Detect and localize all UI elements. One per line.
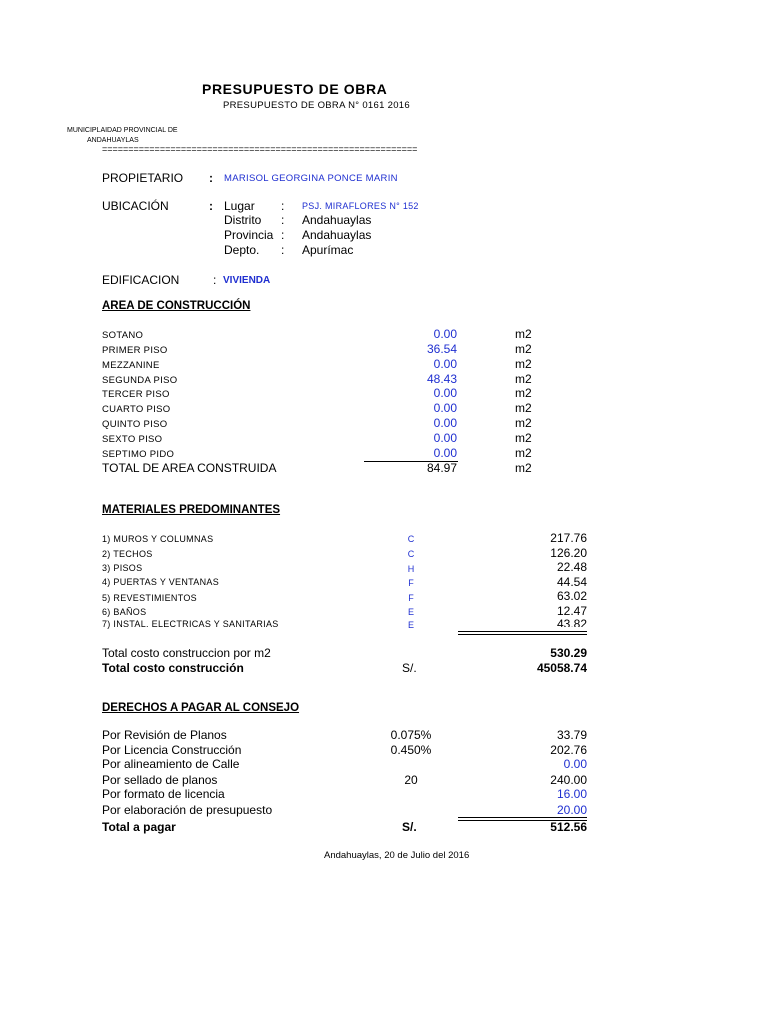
material-row-code: H [407, 564, 415, 574]
area-row-label: PRIMER PISO [102, 345, 168, 356]
derecho-row-label: Por alineamiento de Calle [102, 757, 240, 771]
material-row-value: 22.48 [556, 560, 587, 574]
area-row-value: 0.00 [433, 386, 457, 400]
area-row-unit: m2 [515, 386, 532, 400]
material-row-code: E [407, 620, 414, 630]
derecho-row-value: 202.76 [550, 743, 587, 757]
costo-total-currency: S/. [402, 661, 417, 675]
distrito-colon: : [281, 213, 285, 227]
materiales-rule-1 [458, 631, 587, 632]
material-row-label: 5) REVESTIMIENTOS [102, 593, 197, 603]
derecho-row-label: Por Revisión de Planos [102, 728, 227, 742]
area-row-label: TERCER PISO [102, 389, 170, 400]
materiales-rule-2 [458, 634, 587, 635]
org-line-2: ANDAHUAYLAS [87, 137, 139, 144]
derecho-row-value: 0.00 [563, 757, 587, 771]
material-row-label: 2) TECHOS [102, 549, 153, 559]
material-row-value: 44.54 [556, 575, 587, 589]
costo-m2-label: Total costo construccion por m2 [102, 646, 271, 660]
material-row-code: C [407, 549, 415, 559]
derechos-rule-1 [458, 817, 587, 818]
area-row-unit: m2 [515, 416, 532, 430]
total-pagar-label: Total a pagar [102, 820, 176, 834]
area-total-value: 84.97 [426, 461, 457, 475]
area-row-value: 0.00 [433, 416, 457, 430]
area-row-unit: m2 [515, 357, 532, 371]
edificacion-label: EDIFICACION [102, 273, 180, 287]
area-row-value: 36.54 [426, 342, 457, 356]
total-pagar-currency: S/. [402, 820, 417, 834]
area-row-unit: m2 [515, 372, 532, 386]
material-row-code: C [407, 534, 415, 544]
area-row-value: 48.43 [426, 372, 457, 386]
material-row-value: 43.82 [556, 617, 587, 627]
propietario-colon: : [209, 171, 213, 185]
area-row-label: QUINTO PISO [102, 419, 168, 430]
costo-total-value: 45058.74 [536, 661, 587, 675]
material-row-value: 63.02 [556, 589, 587, 603]
material-row-value: 217.76 [550, 531, 587, 545]
distrito-value: Andahuaylas [302, 213, 372, 227]
costo-m2-value: 530.29 [550, 646, 587, 660]
depto-value: Apurímac [302, 243, 354, 257]
area-row-label: SEPTIMO PIDO [102, 449, 175, 460]
area-row-unit: m2 [515, 342, 532, 356]
area-row-unit: m2 [515, 401, 532, 415]
lugar-value: PSJ. MIRAFLORES N° 152 [302, 201, 419, 211]
propietario-value: MARISOL GEORGINA PONCE MARIN [224, 173, 398, 184]
derecho-row-label: Por elaboración de presupuesto [102, 803, 273, 817]
depto-colon: : [281, 243, 285, 257]
lugar-colon: : [281, 199, 285, 213]
material-row-code: F [408, 593, 414, 603]
materiales-heading: MATERIALES PREDOMINANTES [102, 504, 281, 516]
area-row-unit: m2 [515, 446, 532, 460]
derecho-row-rate: 20 [404, 773, 418, 787]
ubicacion-label: UBICACIÓN [102, 199, 169, 213]
area-row-label: CUARTO PISO [102, 404, 171, 415]
area-row-value: 0.00 [433, 327, 457, 341]
derechos-heading: DERECHOS A PAGAR AL CONSEJO [102, 702, 300, 714]
document-subtitle: PRESUPUESTO DE OBRA N° 0161 2016 [223, 100, 410, 111]
material-row-label: 3) PISOS [102, 563, 143, 573]
footer-date: Andahuaylas, 20 de Julio del 2016 [324, 850, 470, 861]
material-row-code: F [408, 578, 414, 588]
material-row-code: E [407, 607, 414, 617]
area-row-label: MEZZANINE [102, 360, 160, 371]
derecho-row-value: 20.00 [556, 803, 587, 817]
area-total-unit: m2 [515, 461, 532, 475]
edificacion-colon: : [213, 273, 217, 287]
separator-line: ============================================================ [102, 144, 418, 154]
provincia-label: Provincia [224, 228, 274, 242]
distrito-label: Distrito [224, 213, 262, 227]
total-pagar-value: 512.56 [550, 820, 587, 834]
material-row-label: 6) BAÑOS [102, 607, 147, 617]
derecho-row-label: Por Licencia Construcción [102, 743, 242, 757]
area-row-unit: m2 [515, 327, 532, 341]
area-row-value: 0.00 [433, 446, 457, 460]
derecho-row-value: 240.00 [550, 773, 587, 787]
area-heading: AREA DE CONSTRUCCIÓN [102, 300, 251, 312]
provincia-colon: : [281, 228, 285, 242]
propietario-label: PROPIETARIO [102, 171, 184, 185]
area-row-label: SEGUNDA PISO [102, 375, 178, 386]
material-row-value: 12.47 [556, 604, 587, 618]
derecho-row-label: Por sellado de planos [102, 773, 218, 787]
derecho-row-rate: 0.450% [390, 743, 432, 757]
material-row-label: 1) MUROS Y COLUMNAS [102, 534, 214, 544]
area-row-value: 0.00 [433, 357, 457, 371]
derecho-row-value: 16.00 [556, 787, 587, 801]
area-row-value: 0.00 [433, 431, 457, 445]
area-total-label: TOTAL DE AREA CONSTRUIDA [102, 461, 277, 475]
org-line-1: MUNICIPLAIDAD PROVINCIAL DE [67, 127, 178, 134]
material-row-label: 4) PUERTAS Y VENTANAS [102, 577, 220, 587]
depto-label: Depto. [224, 243, 260, 257]
derecho-row-rate: 0.075% [390, 728, 432, 742]
costo-total-label: Total costo construcción [102, 661, 244, 675]
ubicacion-colon: : [209, 199, 213, 213]
area-row-value: 0.00 [433, 401, 457, 415]
derecho-row-value: 33.79 [556, 728, 587, 742]
area-row-label: SOTANO [102, 330, 144, 341]
area-row-label: SEXTO PISO [102, 434, 163, 445]
document-title: PRESUPUESTO DE OBRA [202, 81, 388, 97]
edificacion-value: VIVIENDA [223, 275, 271, 286]
material-row-label: 7) INSTAL. ELECTRICAS Y SANITARIAS [102, 619, 279, 629]
lugar-label: Lugar [224, 199, 255, 213]
area-row-unit: m2 [515, 431, 532, 445]
derecho-row-label: Por formato de licencia [102, 787, 225, 801]
provincia-value: Andahuaylas [302, 228, 372, 242]
material-row-value: 126.20 [550, 546, 587, 560]
